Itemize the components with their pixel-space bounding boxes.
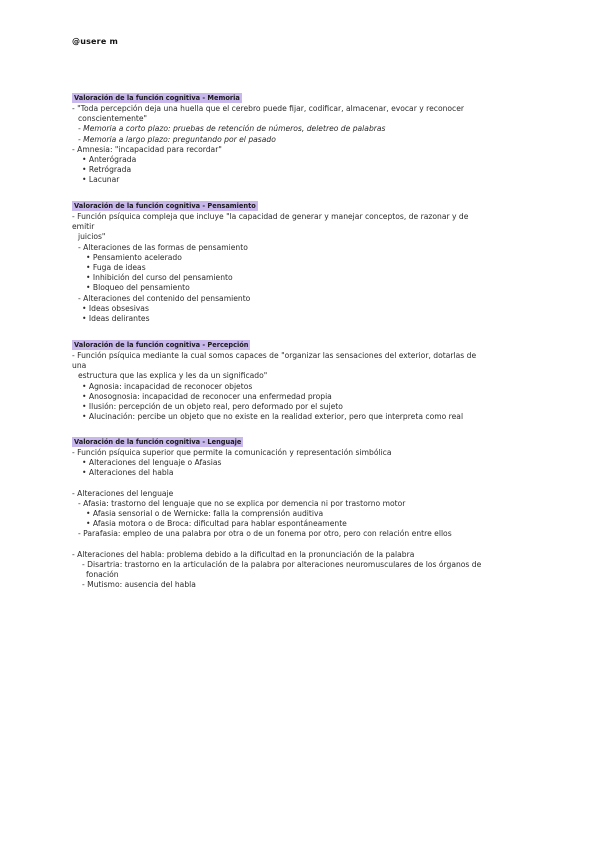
list-item: • Lacunar xyxy=(82,175,120,185)
text-line: - Alteraciones del contenido del pensamiento xyxy=(78,293,251,303)
list-item: • Pensamiento acelerado xyxy=(86,252,182,262)
list-item: • Alteraciones del lenguaje o Afasias xyxy=(82,458,222,468)
section-percepcion xyxy=(72,332,532,422)
list-item: • Anterógrada xyxy=(82,155,137,165)
author-handle: @usere m xyxy=(72,37,118,46)
section-lenguaje xyxy=(72,429,532,590)
text-line: - Afasia: trastorno del lenguaje que no se explica por demencia ni por trastorno motor xyxy=(78,498,406,508)
text-line: - Memoria a corto plazo: pruebas de retención de números, deletreo de palabras xyxy=(78,124,386,134)
text-line: - Parafasia: empleo de una palabra por otra o de un fonema por otro, pero con relación entre ellos xyxy=(78,529,452,539)
section-title-pensamiento: Valoración de la función cognitiva - Pensamiento xyxy=(74,202,256,210)
list-item: • Bloqueo del pensamiento xyxy=(86,283,190,293)
text-line: fonación xyxy=(86,570,119,580)
list-item: • Ideas obsesivas xyxy=(82,303,149,313)
text-line: - Función psíquica compleja que incluye "la capacidad de generar y manejar conceptos, de razonar y de xyxy=(72,212,469,221)
list-item: • Ilusión: percepción de un objeto real, pero deformado por el sujeto xyxy=(82,402,343,412)
text-line: emitir xyxy=(72,222,95,232)
list-item: • Inhibición del curso del pensamiento xyxy=(86,273,233,283)
list-item: • Afasia motora o de Broca: dificultad para hablar espontáneamente xyxy=(86,519,347,529)
list-item: • Anosognosia: incapacidad de reconocer una enfermedad propia xyxy=(82,391,332,401)
text-line: - Mutismo: ausencia del habla xyxy=(82,580,196,590)
text-line: - Disartria: trastorno en la articulación de la palabra por alteraciones neuromusculares de los órganos de xyxy=(82,559,482,569)
list-item: • Alteraciones del habla xyxy=(82,468,174,478)
text-line: - Alteraciones de las formas de pensamiento xyxy=(78,242,248,252)
text-line: - Función psíquica mediante la cual somos capaces de "organizar las sensaciones del exterior, dotarlas de xyxy=(72,351,477,360)
text-line: estructura que las explica y les da un significado" xyxy=(78,371,268,381)
list-item: • Afasia sensorial o de Wernicke: falla la comprensión auditiva xyxy=(86,509,324,519)
text-line: - Alteraciones del lenguaje xyxy=(72,488,174,498)
list-item: • Ideas delirantes xyxy=(82,314,150,324)
text-line: - Función psíquica superior que permite la comunicación y representación simbólica xyxy=(72,448,392,457)
list-item: • Retrógrada xyxy=(82,165,132,175)
list-item: • Agnosia: incapacidad de reconocer objetos xyxy=(82,381,253,391)
section-memoria xyxy=(72,85,532,186)
text-line: una xyxy=(72,361,87,371)
list-item: • Fuga de ideas xyxy=(86,263,146,273)
text-line: - Alteraciones del habla: problema debido a la dificultad en la pronunciación de la palabra xyxy=(72,549,415,559)
text-line: conscientemente" xyxy=(78,114,148,124)
text-line: - "Toda percepción deja una huella que el cerebro puede fijar, codificar, almacenar, evocar y reconocer xyxy=(72,104,465,113)
text-line: - Amnesia: "incapacidad para recordar" xyxy=(72,144,222,154)
text-line: juicios" xyxy=(78,232,106,242)
text-line: - Memoria a largo plazo: preguntando por el pasado xyxy=(78,134,276,144)
section-pensamiento xyxy=(72,193,532,324)
list-item: • Alucinación: percibe un objeto que no existe en la realidad exterior, pero que interpreta como real xyxy=(82,412,464,422)
section-title-lenguaje: Valoración de la función cognitiva - Lenguaje xyxy=(74,438,242,446)
section-title-memoria: Valoración de la función cognitiva - Memoria xyxy=(74,94,240,102)
section-title-percepcion: Valoración de la función cognitiva - Percepción xyxy=(74,341,249,349)
